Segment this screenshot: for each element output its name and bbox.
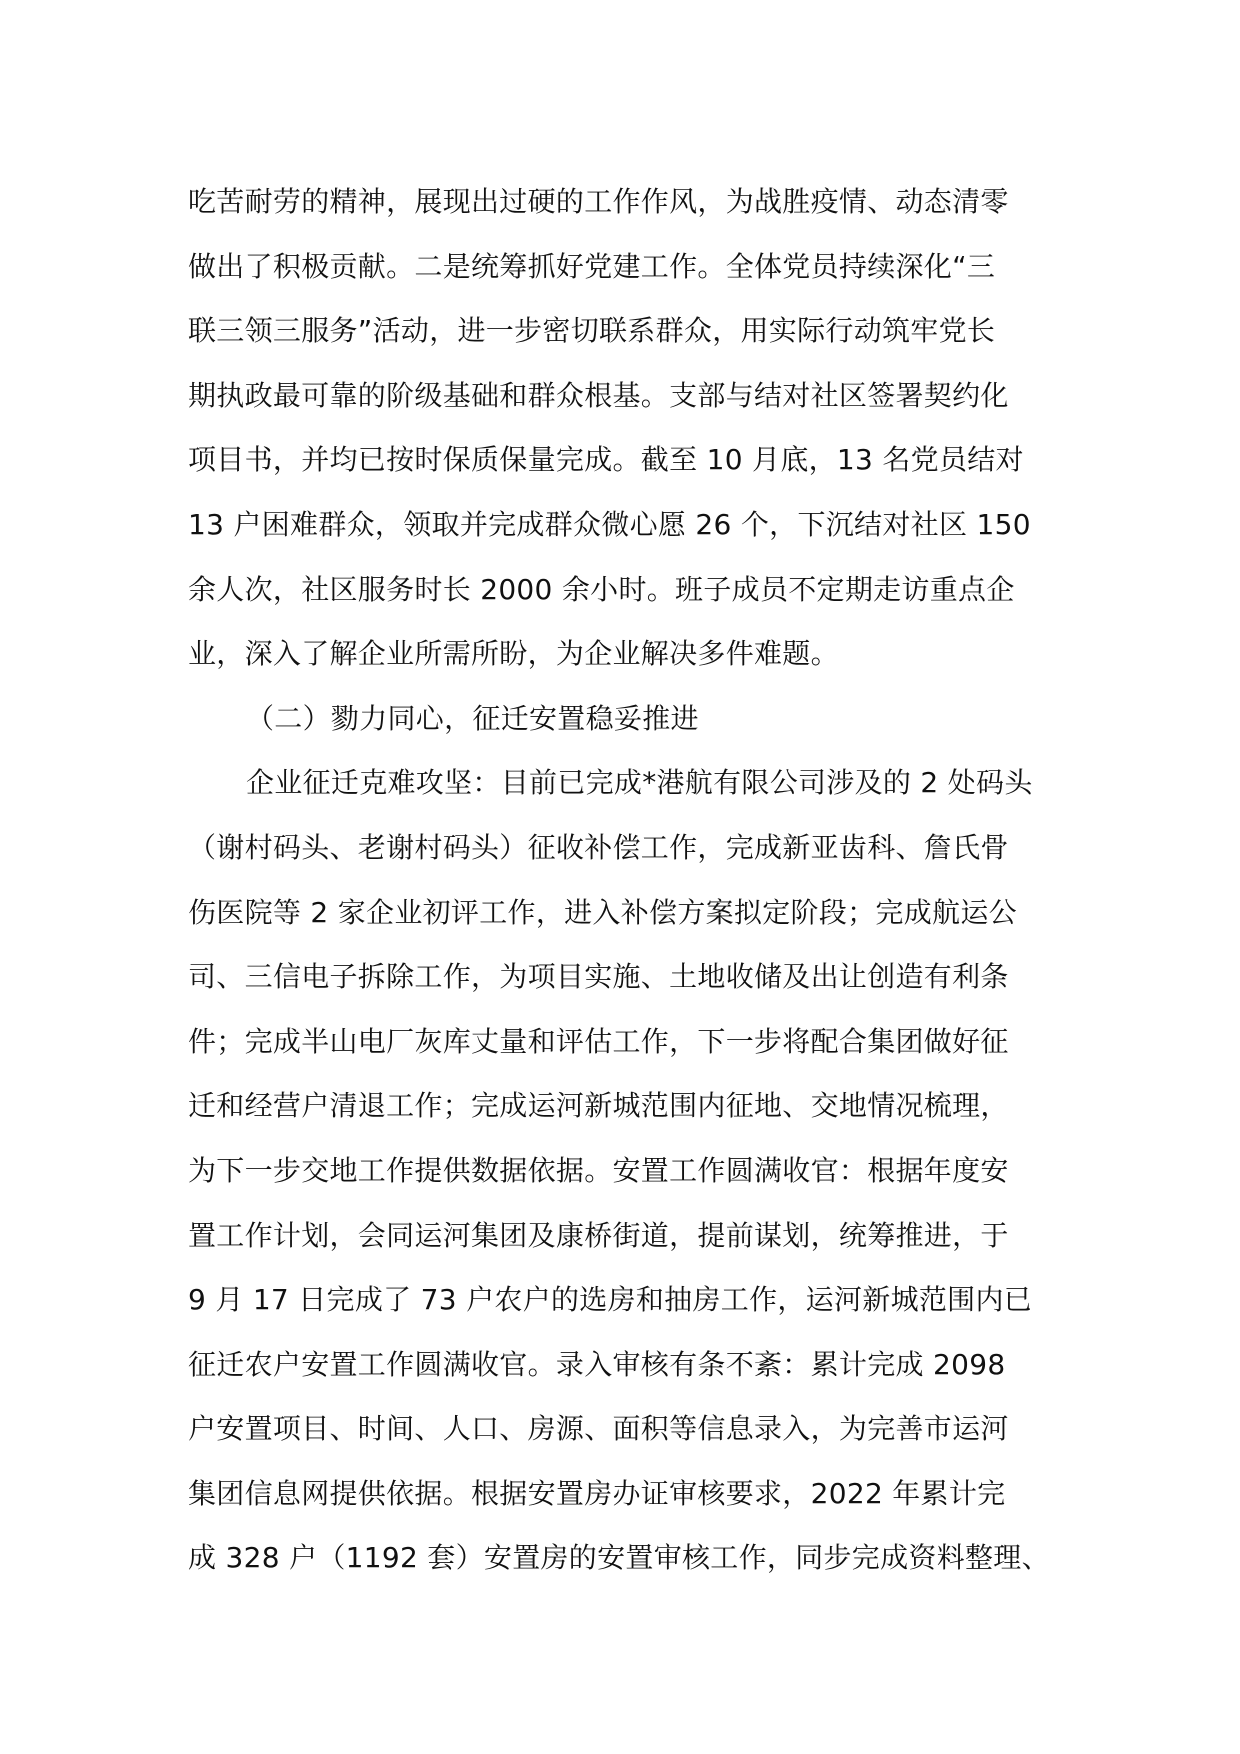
text-line: 业，深入了解企业所需所盼，为企业解决多件难题。: [188, 637, 839, 671]
text-line: 联三领三服务”活动，进一步密切联系群众，用实际行动筑牢党长: [188, 314, 996, 348]
text-line: 13 户困难群众，领取并完成群众微心愿 26 个，下沉结对社区 150: [188, 507, 1031, 541]
text-line: 项目书，并均已按时保质保量完成。截至 10 月底，13 名党员结对: [188, 443, 1024, 477]
text-line: 9 月 17 日完成了 73 户农户的选房和抽房工作，运河新城范围内已: [188, 1283, 1033, 1317]
text-line: 迁和经营户清退工作；完成运河新城范围内征地、交地情况梳理，: [188, 1089, 1009, 1123]
text-line: 吃苦耐劳的精神，展现出过硬的工作作风，为战胜疫情、动态清零: [188, 185, 1009, 218]
text-line: 集团信息网提供依据。根据安置房办证审核要求，2022 年累计完: [188, 1476, 1006, 1510]
paragraph-start-line: 企业征迁克难攻坚：目前已完成*港航有限公司涉及的 2 处码头: [246, 766, 1033, 800]
text-line: 征迁农户安置工作圆满收官。录入审核有条不紊：累计完成 2098: [188, 1347, 1006, 1381]
body-text: [188, 170, 1058, 1591]
text-line: 做出了积极贡献。二是统筹抓好党建工作。全体党员持续深化“三: [188, 249, 996, 283]
text-line: （谢村码头、老谢村码头）征收补偿工作，完成新亚齿科、詹氏骨: [188, 830, 1009, 864]
text-line: 期执政最可靠的阶级基础和群众根基。支部与结对社区签署契约化: [188, 378, 1009, 412]
section-heading: （二）勠力同心，征迁安置稳妥推进: [246, 701, 699, 735]
text-line: 户安置项目、时间、人口、房源、面积等信息录入，为完善市运河: [188, 1412, 1009, 1446]
text-line: 司、三信电子拆除工作，为项目实施、土地收储及出让创造有利条: [188, 960, 1009, 994]
text-line: 余人次，社区服务时长 2000 余小时。班子成员不定期走访重点企: [188, 572, 1015, 606]
text-line: 件；完成半山电厂灰库丈量和评估工作，下一步将配合集团做好征: [188, 1024, 1009, 1058]
text-line: 置工作计划，会同运河集团及康桥街道，提前谋划，统筹推进，于: [188, 1218, 1009, 1252]
text-line: 伤医院等 2 家企业初评工作，进入补偿方案拟定阶段；完成航运公: [188, 895, 1017, 929]
text-line: 为下一步交地工作提供数据依据。安置工作圆满收官：根据年度安: [188, 1153, 1009, 1187]
text-line: 成 328 户（1192 套）安置房的安置审核工作，同步完成资料整理、: [188, 1541, 1050, 1575]
